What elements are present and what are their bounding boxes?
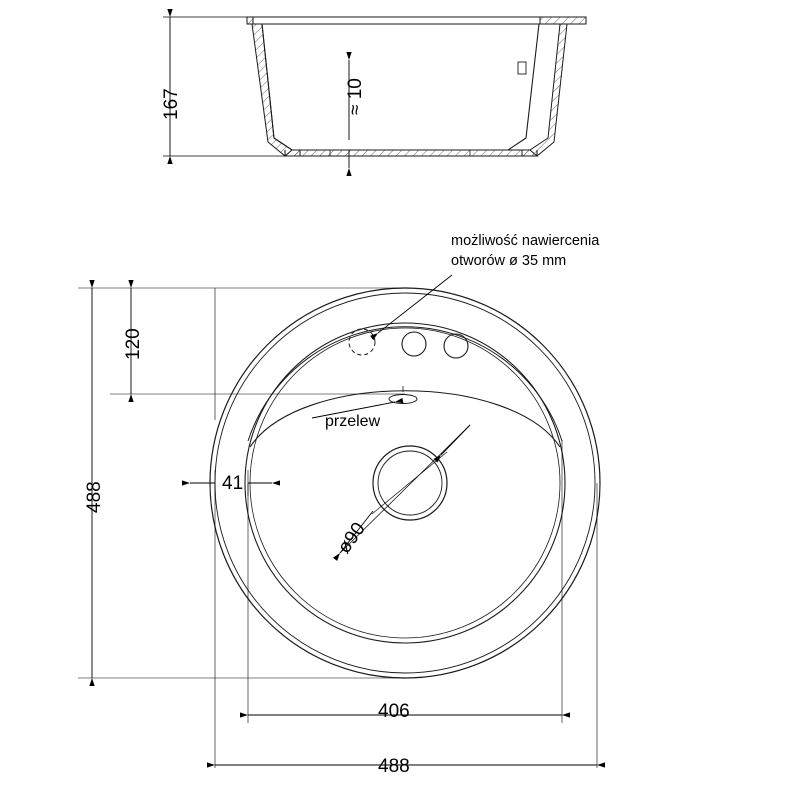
drain-outer: [373, 446, 447, 520]
top-view-extension-lines: [78, 288, 597, 768]
section-bottom-strip: [285, 150, 537, 156]
dim-label-10: ≈ 10: [345, 78, 366, 115]
annotation-drill-holes: [451, 232, 599, 271]
dim-label-488-horizontal: 488: [378, 756, 410, 777]
section-notch: [518, 62, 526, 74]
section-view: [247, 17, 586, 156]
drain-inner: [378, 451, 442, 515]
tap-hole-2: [444, 334, 468, 358]
annotation-overflow: przelew: [325, 413, 381, 430]
tap-hole-1: [402, 332, 426, 356]
dim-label-120: 120: [123, 328, 144, 360]
tap-hole-optional: [349, 329, 375, 355]
bowl-circle-inner: [250, 328, 560, 638]
annotation-drill-holes-line1: możliwość nawiercenia: [451, 233, 600, 249]
dim-label-488-vertical: 488: [84, 481, 105, 513]
section-inner-contour: [262, 24, 539, 150]
dim-label-406: 406: [378, 701, 410, 722]
dim-label-d90: ø90: [333, 518, 370, 558]
annotation-drill-holes-line2: otworów ø 35 mm: [451, 252, 567, 269]
dim-label-41: 41: [222, 473, 244, 494]
section-flange: [540, 17, 586, 24]
tap-deck-arc: [248, 327, 562, 441]
ledge-curve: [250, 391, 560, 447]
dim-label-167: 167: [161, 88, 182, 120]
leader-note-holes: [378, 275, 452, 333]
